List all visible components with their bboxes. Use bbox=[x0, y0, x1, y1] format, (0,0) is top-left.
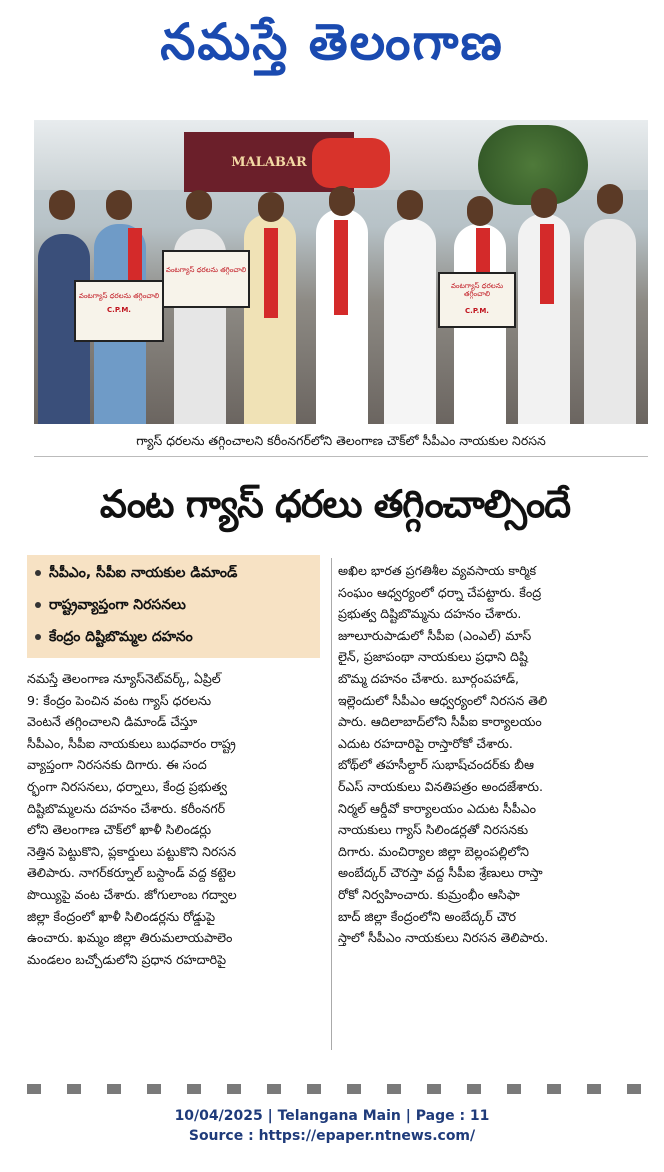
article-line: దిష్టిబొమ్మలను దహనం చేశారు. కరీంనగర్ bbox=[27, 800, 226, 816]
article-column-2 bbox=[338, 560, 650, 949]
protester bbox=[584, 219, 636, 424]
article-line: ర్భంగా నిరసనలు, ధర్నాలు, కేంద్ర ప్రభుత్వ bbox=[27, 778, 228, 794]
protester-head bbox=[329, 186, 355, 216]
protester-head bbox=[106, 190, 132, 220]
photo-caption: గ్యాస్ ధరలను తగ్గించాలని కరీంనగర్‌లోని తెలంగాణ చౌక్‌లో సీపీఎం నాయకుల నిరసన bbox=[34, 428, 648, 457]
footer-date-line: 10/04/2025 | Telangana Main | Page : 11 bbox=[174, 1108, 490, 1124]
placard-text: వంటగ్యాస్ ధరలను తగ్గించాలి bbox=[78, 292, 160, 300]
article-line: బొమ్మ దహనం చేశారు. బూర్గంపహాడ్, bbox=[338, 670, 520, 686]
article-line: పారు. ఆదిలాబాద్‌లోని సీపీఐ కార్యాలయం bbox=[338, 714, 542, 730]
article-line: ప్రభుత్వ దిష్టిబొమ్మను దహనం చేశారు. bbox=[338, 606, 522, 622]
article-line: లోని తెలంగాణ చౌక్‌లో ఖాళీ సిలిండర్లు bbox=[27, 822, 212, 838]
highlight-item bbox=[35, 629, 315, 648]
article-line: స్తాలో సీపీఎం నాయకులు నిరసన తెలిపారు. bbox=[338, 930, 549, 946]
headline: వంట గ్యాస్ ధరలు తగ్గించాల్సిందే bbox=[99, 482, 571, 526]
red-scarf bbox=[540, 224, 554, 304]
red-scarf bbox=[476, 228, 490, 278]
protester bbox=[384, 219, 436, 424]
column-divider bbox=[331, 558, 332, 1050]
placard-text: వంటగ్యాస్ ధరలను తగ్గించాలి bbox=[165, 266, 247, 274]
bullet-icon bbox=[35, 570, 41, 576]
article-line: జూలూరుపాడులో సీపీఐ (ఎంఎల్) మాస్ bbox=[338, 627, 532, 643]
highlights-box bbox=[27, 555, 320, 658]
bullet-icon bbox=[35, 634, 41, 640]
article-line: బాద్ జిల్లా కేంద్రంలోని అంబేద్కర్ చౌర bbox=[338, 908, 516, 924]
placard bbox=[74, 280, 164, 342]
protester-head bbox=[531, 188, 557, 218]
placard-text: వంటగ్యాస్ ధరలను తగ్గించాలి bbox=[450, 282, 504, 299]
article-line: మండలం బచ్చోడులోని ప్రధాన రహదారిపై bbox=[27, 951, 227, 967]
store-sign: MALABAR bbox=[184, 132, 354, 192]
protester-head bbox=[49, 190, 75, 220]
footer bbox=[0, 1106, 664, 1146]
news-photo bbox=[34, 120, 648, 424]
red-scarf bbox=[264, 228, 278, 318]
protester-head bbox=[258, 192, 284, 222]
next-headline-cutoff bbox=[27, 1080, 647, 1094]
article-line: పొయ్యిపై వంట చేశారు. జోగులాంబ గద్వాల bbox=[27, 886, 237, 902]
article-line: దిగారు. మంచిర్యాల జిల్లా బెల్లంపల్లిలోని bbox=[338, 843, 530, 859]
highlight-text: సీపీఎం, సీపీఐ నాయకుల డిమాండ్ bbox=[49, 565, 238, 581]
footer-source-link[interactable]: Source : https://epaper.ntnews.com/ bbox=[188, 1128, 476, 1144]
article-line: తెలిపారు. నాగర్‌కర్నూల్ బస్టాండ్ వద్ద కట్టెల bbox=[27, 865, 236, 881]
placard-footer: C.P.M. bbox=[107, 306, 131, 315]
article-line: లైన్, ప్రజాపంథా నాయకులు ప్రధాని దిష్టి bbox=[338, 649, 528, 665]
protester-head bbox=[597, 184, 623, 214]
article-line: నెత్తిన పెట్టుకొని, ప్లకార్డులు పట్టుకొని నిరసన bbox=[27, 843, 237, 859]
masthead-title: నమస్తే తెలంగాణ bbox=[160, 12, 504, 71]
article-line: సీపీఎం, సీపీఐ నాయకులు బుధవారం రాష్ట్ర bbox=[27, 735, 236, 751]
red-scarf bbox=[128, 228, 142, 288]
placard-footer: C.P.M. bbox=[465, 306, 489, 315]
highlight-item bbox=[35, 565, 315, 584]
article-line: అఖిల భారత ప్రగతిశీల వ్యవసాయ కార్మిక bbox=[338, 563, 537, 578]
protester-head bbox=[397, 190, 423, 220]
article-line: 9: కేంద్రం పెంచిన వంట గ్యాస్ ధరలను bbox=[27, 692, 212, 708]
article-line: సంఘం ఆధ్వర్యంలో ధర్నా చేపట్టారు. కేంద్ర bbox=[338, 584, 542, 600]
article-line: నాయకులు గ్యాస్ సిలిండర్లతో నిరసనకు bbox=[338, 822, 529, 838]
bullet-icon bbox=[35, 602, 41, 608]
article-line: బోథ్‌లో తహసీల్దార్ సుభాష్‌చందర్‌కు బీఆ bbox=[338, 757, 535, 773]
article-line: రోకో నిర్వహించారు. కుమ్రంభీం ఆసిఫా bbox=[338, 886, 520, 902]
article-line: వెంటనే తగ్గించాలని డిమాండ్ చేస్తూ bbox=[27, 714, 198, 730]
article-column-1 bbox=[27, 668, 325, 970]
article-line: ర్ఎస్ నాయకులు వినతిపత్రం అందజేశారు. bbox=[338, 778, 544, 794]
article-line: ఉంచారు. ఖమ్మం జిల్లా తిరుమలాయపాలెం bbox=[27, 930, 233, 946]
article-line: ఎదుట రహదారిపై రాస్తారోకో చేశారు. bbox=[338, 735, 513, 751]
placard bbox=[438, 272, 516, 328]
highlight-item bbox=[35, 597, 315, 616]
placard bbox=[162, 250, 250, 308]
red-scarf bbox=[334, 220, 348, 315]
gas-cylinder-icon bbox=[312, 138, 390, 188]
protester-head bbox=[467, 196, 493, 226]
article-line: ఇల్లెందులో సీపీఎం ఆధ్వర్యంలో నిరసన తెలి bbox=[338, 692, 548, 708]
article-line: జిల్లా కేంద్రంలో ఖాళీ సిలిండర్లను రోడ్డుపై bbox=[27, 908, 216, 924]
article-line: అంబేద్కర్ చౌరస్తా వద్ద సీపీఐ శ్రేణులు రాస్తా bbox=[338, 865, 543, 881]
highlight-text: రాష్ట్రవ్యాప్తంగా నిరసనలు bbox=[49, 597, 186, 613]
protester-head bbox=[186, 190, 212, 220]
article-line: నిర్మల్ ఆర్డీవో కార్యాలయం ఎదుట సీపీఎం bbox=[338, 800, 537, 816]
highlight-text: కేంద్రం దిష్టిబొమ్మల దహనం bbox=[49, 629, 193, 645]
masthead bbox=[0, 0, 664, 96]
article-line: వ్యాప్తంగా నిరసనకు దిగారు. ఈ సంద bbox=[27, 757, 207, 773]
article-line: నమస్తే తెలంగాణ న్యూస్‌నెట్‌వర్క్, ఏప్రిల్ bbox=[27, 671, 221, 686]
